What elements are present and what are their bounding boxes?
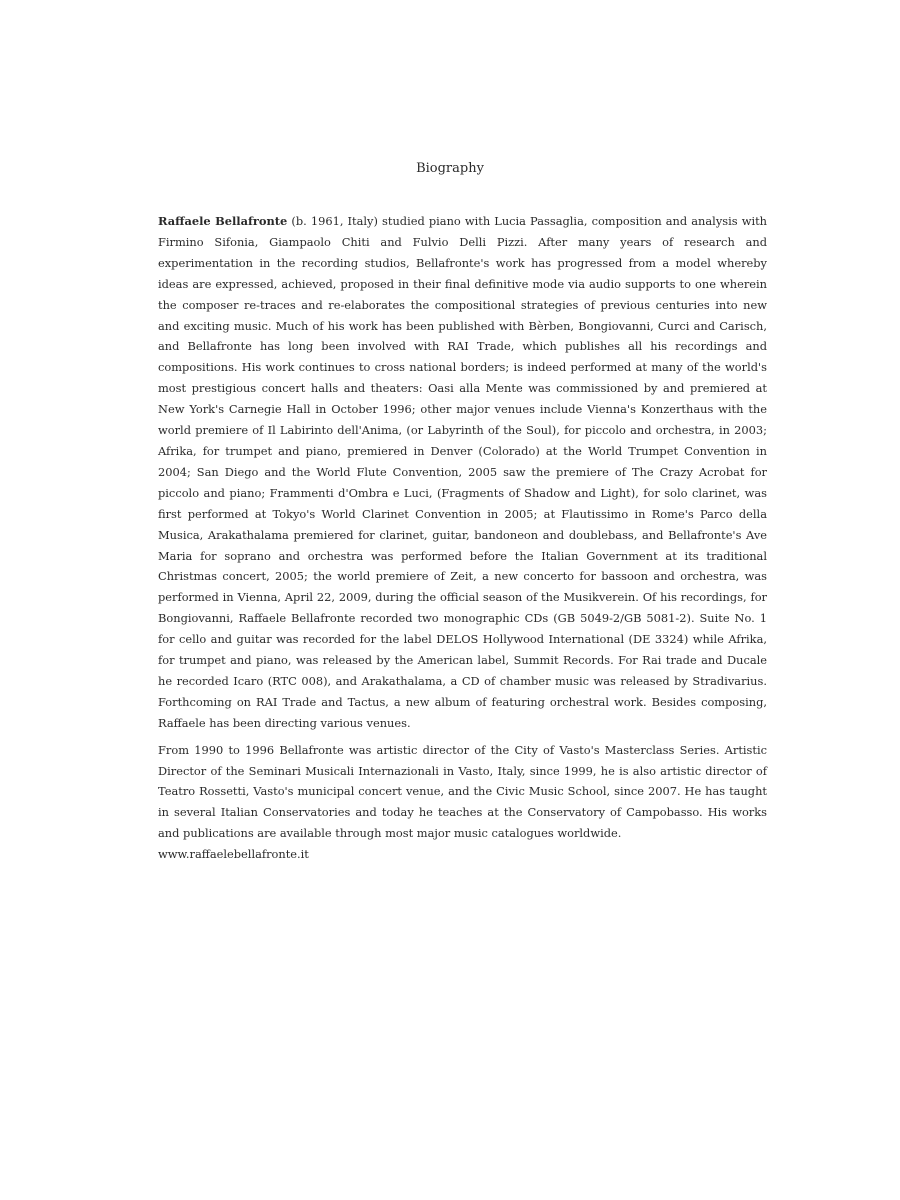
- biography-body: [158, 211, 767, 865]
- author-name: Raffaele Bellafronte: [158, 214, 288, 228]
- biography-paragraph-1: [158, 211, 767, 734]
- paragraph-1-text: (b. 1961, Italy) studied piano with Lucia Passaglia, composition and analysis with Firmino Sifonia, Giampaolo Chiti and Fulvio Delli Pizzi. After many years of research and experimentation in the recording studios, Bellafronte's work has progressed from a model whereby ideas are expressed, achieved, proposed in their final definitive mode via audio supports to one wherein the composer re-traces and re-elaborates the compositional strategies of previous centuries into new and exciting music. Much of his work has been published with Bèrben, Bongiovanni, Curci and Carisch, and Bellafronte has long been involved with RAI Trade, which publishes all his recordings and compositions. His work continues to cross national borders; is indeed performed at many of the world's most prestigious concert halls and theaters: Oasi alla Mente was commissioned by and premiered at New York's Carnegie Hall in October 1996; other major venues include Vienna's Konzerthaus with the world premiere of Il Labirinto dell'Anima, (or Labyrinth of the Soul), for piccolo and orchestra, in 2003; Afrika, for trumpet and piano, premiered in Denver (Colorado) at the World Trumpet Convention in 2004; San Diego and the World Flute Convention, 2005 saw the premiere of The Crazy Acrobat for piccolo and piano; Frammenti d'Ombra e Luci, (Fragments of Shadow and Light), for solo clarinet, was first performed at Tokyo's World Clarinet Convention in 2005; at Flautissimo in Rome's Parco della Musica, Arakathalama premiered for clarinet, guitar, bandoneon and doublebass, and Bellafronte's Ave Maria for soprano and orchestra was performed before the Italian Government at its traditional Christmas concert, 2005; the world premiere of Zeit, a new concerto for bassoon and orchestra, was performed in Vienna, April 22, 2009, during the official season of the Musikverein. Of his recordings, for Bongiovanni, Raffaele Bellafronte recorded two monographic CDs (GB 5049-2/GB 5081-2). Suite No. 1 for cello and guitar was recorded for the label DELOS Hollywood International (DE 3324) while Afrika, for trumpet and piano, was released by the American label, Summit Records. For Rai trade and Ducale he recorded Icaro (RTC 008), and Arakathalama, a CD of chamber music was released by Stradivarius. Forthcoming on RAI Trade and Tactus, a new album of featuring orchestral work. Besides composing, Raffaele has been directing various venues.: [158, 214, 767, 730]
- page-title: Biography: [416, 161, 484, 176]
- biography-paragraph-2: From 1990 to 1996 Bellafronte was artistic director of the City of Vasto's Masterclass Series. Artistic Director of the Seminari Musicali Internazionali in Vasto, Italy, since 1999, he is also artistic director of Teatro Rossetti, Vasto's municipal concert venue, and the Civic Music School, since 2007. He has taught in several Italian Conservatories and today he teaches at the Conservatory of Campobasso. His works and publications are available through most major music catalogues worldwide.: [158, 742, 767, 841]
- website-link[interactable]: www.raffaelebellafronte.it: [158, 847, 309, 862]
